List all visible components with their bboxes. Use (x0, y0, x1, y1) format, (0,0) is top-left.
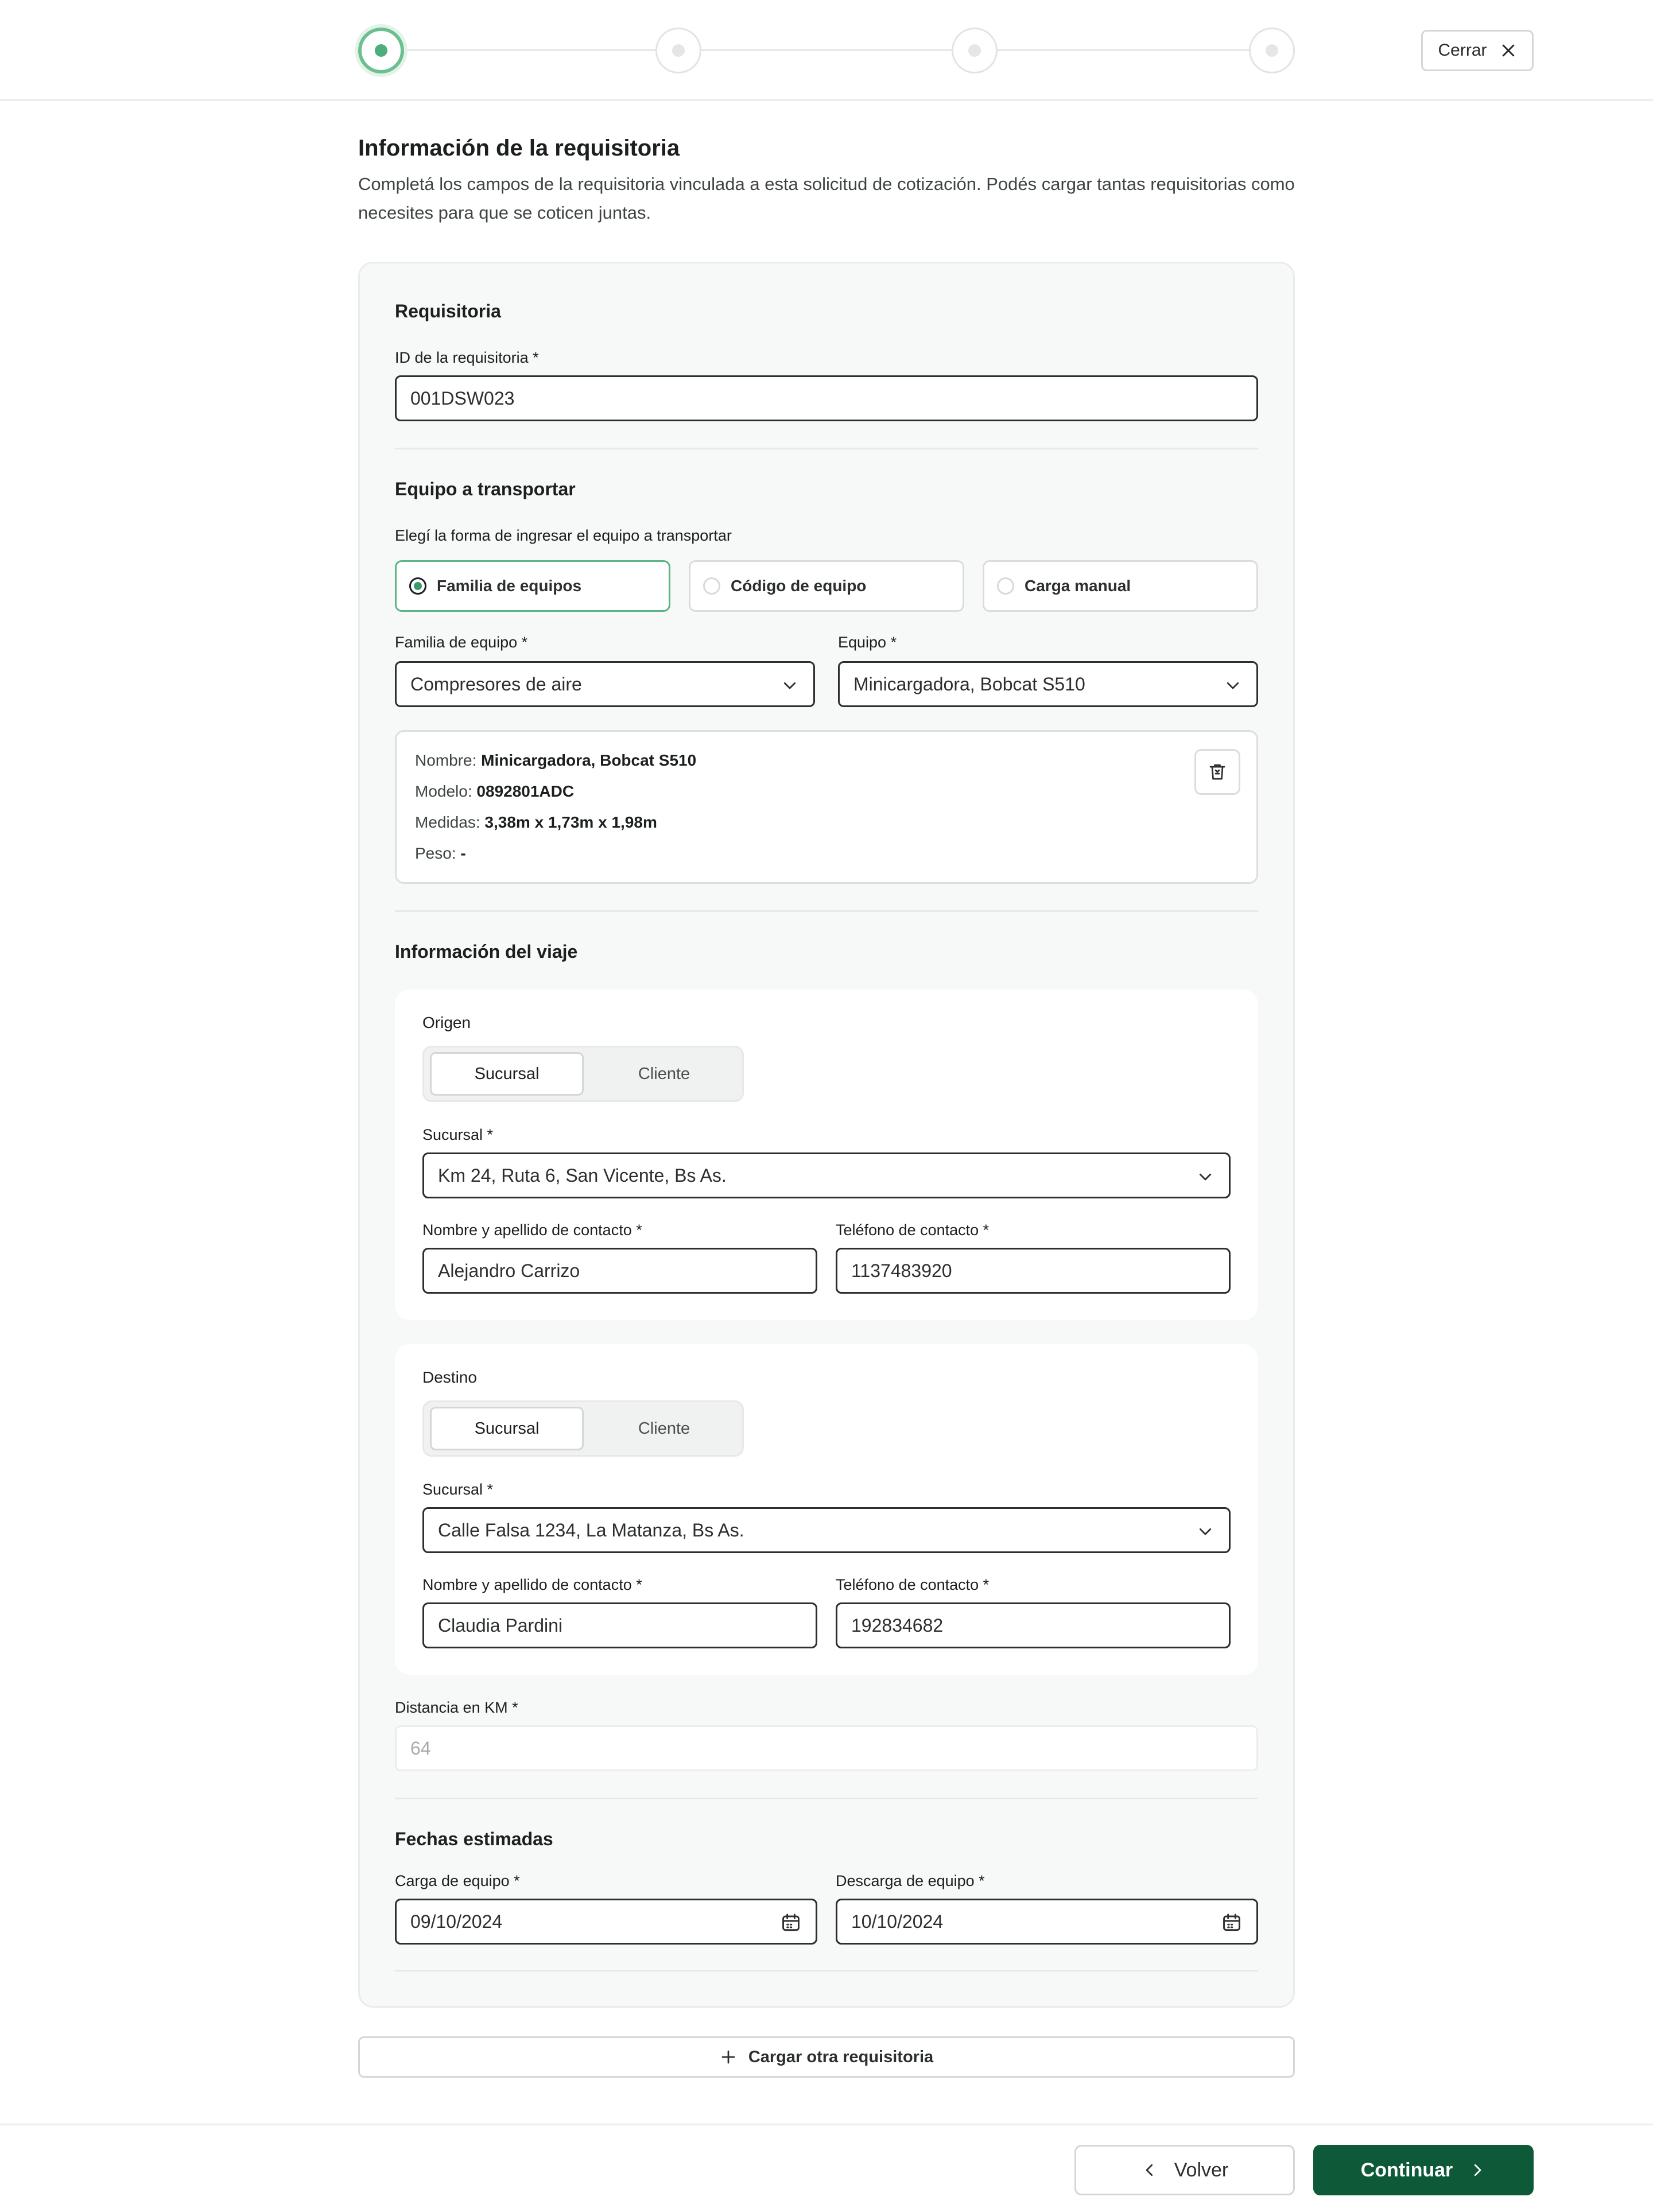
equipo-value: Minicargadora, Bobcat S510 (853, 673, 1085, 694)
divider (395, 910, 1258, 912)
destino-contacto-input[interactable] (422, 1602, 817, 1648)
trash-icon (1207, 762, 1228, 782)
destino-sucursal-value: Calle Falsa 1234, La Matanza, Bs As. (438, 1519, 744, 1540)
distancia-value: 64 (410, 1737, 431, 1759)
add-requisitoria-label: Cargar otra requisitoria (748, 2047, 934, 2066)
section-title-equipo: Equipo a transportar (395, 479, 576, 499)
detail-value: - (460, 844, 466, 862)
step-1-indicator (358, 28, 404, 73)
continue-label: Continuar (1360, 2159, 1453, 2181)
detail-key: Peso: (415, 844, 456, 862)
destino-contacto-value: Claudia Pardini (438, 1615, 563, 1636)
origen-sucursal-select[interactable] (422, 1152, 1231, 1198)
destino-telefono-value: 192834682 (851, 1615, 944, 1636)
equipo-label: Equipo * (838, 634, 897, 651)
divider (395, 1970, 1258, 1972)
familia-label: Familia de equipo * (395, 634, 528, 651)
detail-modelo (415, 782, 574, 801)
carga-value: 09/10/2024 (410, 1911, 503, 1932)
carga-label: Carga de equipo * (395, 1872, 520, 1889)
descarga-value: 10/10/2024 (851, 1911, 944, 1932)
equipment-details (395, 730, 1258, 884)
close-icon (1500, 42, 1517, 59)
detail-value: 0892801ADC (476, 782, 575, 800)
chevron-right-icon (1469, 2161, 1486, 2179)
detail-medidas (415, 813, 657, 832)
destino-toggle-cliente[interactable]: Cliente (638, 1419, 690, 1438)
page-description: Completá los campos de la requisitoria vinculada a esta solicitud de cotización. Podés cargar tantas requisitorias como necesites para que se coticen juntas. (358, 174, 1295, 223)
detail-value: 3,38m x 1,73m x 1,98m (484, 813, 657, 831)
divider (395, 1798, 1258, 1799)
distancia-input[interactable] (395, 1725, 1258, 1771)
delete-equipment-button[interactable] (1194, 749, 1240, 795)
origen-toggle-sucursal[interactable]: Sucursal (430, 1052, 584, 1096)
detail-peso (415, 844, 466, 863)
detail-value: Minicargadora, Bobcat S510 (481, 751, 697, 769)
close-label: Cerrar (1438, 41, 1487, 60)
header (0, 0, 1653, 101)
id-value: 001DSW023 (410, 387, 515, 409)
destino-title: Destino (422, 1368, 477, 1386)
distancia-label: Distancia en KM * (395, 1699, 518, 1716)
radio-codigo-equipo[interactable] (689, 560, 964, 612)
page-title: Información de la requisitoria (358, 135, 680, 161)
radio-unselected-icon (703, 577, 720, 595)
familia-value: Compresores de aire (410, 673, 582, 694)
radio-unselected-icon (997, 577, 1014, 595)
section-title-requisitoria: Requisitoria (395, 301, 501, 321)
radio-carga-manual[interactable] (983, 560, 1258, 612)
calendar-icon[interactable] (1221, 1912, 1243, 1934)
section-title-fechas: Fechas estimadas (395, 1829, 553, 1849)
origen-toggle (422, 1046, 744, 1102)
origen-sucursal-value: Km 24, Ruta 6, San Vicente, Bs As. (438, 1165, 727, 1186)
id-input[interactable] (395, 375, 1258, 421)
origen-sucursal-label: Sucursal * (422, 1126, 494, 1143)
back-label: Volver (1174, 2159, 1229, 2181)
detail-key: Medidas: (415, 813, 480, 831)
section-title-viaje: Información del viaje (395, 941, 578, 962)
origen-contacto-value: Alejandro Carrizo (438, 1260, 580, 1281)
origen-telefono-input[interactable] (836, 1248, 1231, 1294)
chevron-down-icon (781, 677, 798, 694)
method-label: Elegí la forma de ingresar el equipo a transportar (395, 527, 732, 544)
radio-label: Código de equipo (731, 577, 867, 595)
radio-label: Carga manual (1025, 577, 1131, 595)
familia-select[interactable] (395, 661, 815, 707)
plus-icon (720, 2048, 737, 2066)
step-4-indicator (1249, 28, 1295, 73)
divider (395, 448, 1258, 449)
stepper-connector (700, 49, 953, 51)
descarga-date-input[interactable] (836, 1899, 1258, 1945)
destino-sucursal-label: Sucursal * (422, 1481, 494, 1498)
chevron-down-icon (1197, 1523, 1214, 1540)
destino-telefono-input[interactable] (836, 1602, 1231, 1648)
detail-nombre (415, 751, 696, 770)
chevron-left-icon (1141, 2161, 1158, 2179)
continue-button[interactable] (1313, 2145, 1534, 2195)
origen-contacto-input[interactable] (422, 1248, 817, 1294)
step-3-indicator (952, 28, 998, 73)
stepper-connector (404, 49, 657, 51)
origen-contacto-label: Nombre y apellido de contacto * (422, 1221, 642, 1239)
equipo-select[interactable] (838, 661, 1258, 707)
add-requisitoria-button[interactable] (358, 2036, 1295, 2078)
destino-toggle (422, 1400, 744, 1457)
carga-date-input[interactable] (395, 1899, 817, 1945)
origen-telefono-label: Teléfono de contacto * (836, 1221, 990, 1239)
step-2-indicator (655, 28, 701, 73)
close-button[interactable] (1421, 30, 1534, 71)
destino-toggle-sucursal[interactable]: Sucursal (430, 1407, 584, 1450)
chevron-down-icon (1224, 677, 1241, 694)
radio-familia-equipos[interactable] (395, 560, 670, 612)
origen-toggle-cliente[interactable]: Cliente (638, 1064, 690, 1083)
radio-label: Familia de equipos (437, 577, 582, 595)
destino-sucursal-select[interactable] (422, 1507, 1231, 1553)
radio-selected-icon (409, 577, 426, 595)
destino-contacto-label: Nombre y apellido de contacto * (422, 1576, 642, 1593)
destino-telefono-label: Teléfono de contacto * (836, 1576, 990, 1593)
detail-key: Modelo: (415, 782, 472, 800)
origen-title: Origen (422, 1014, 471, 1031)
descarga-label: Descarga de equipo * (836, 1872, 985, 1889)
detail-key: Nombre: (415, 751, 477, 769)
id-label: ID de la requisitoria * (395, 349, 539, 366)
chevron-down-icon (1197, 1168, 1214, 1185)
stepper-connector (998, 49, 1250, 51)
footer (0, 2124, 1653, 2212)
calendar-icon[interactable] (780, 1912, 802, 1934)
back-button[interactable] (1074, 2145, 1295, 2195)
origen-telefono-value: 1137483920 (851, 1260, 952, 1281)
